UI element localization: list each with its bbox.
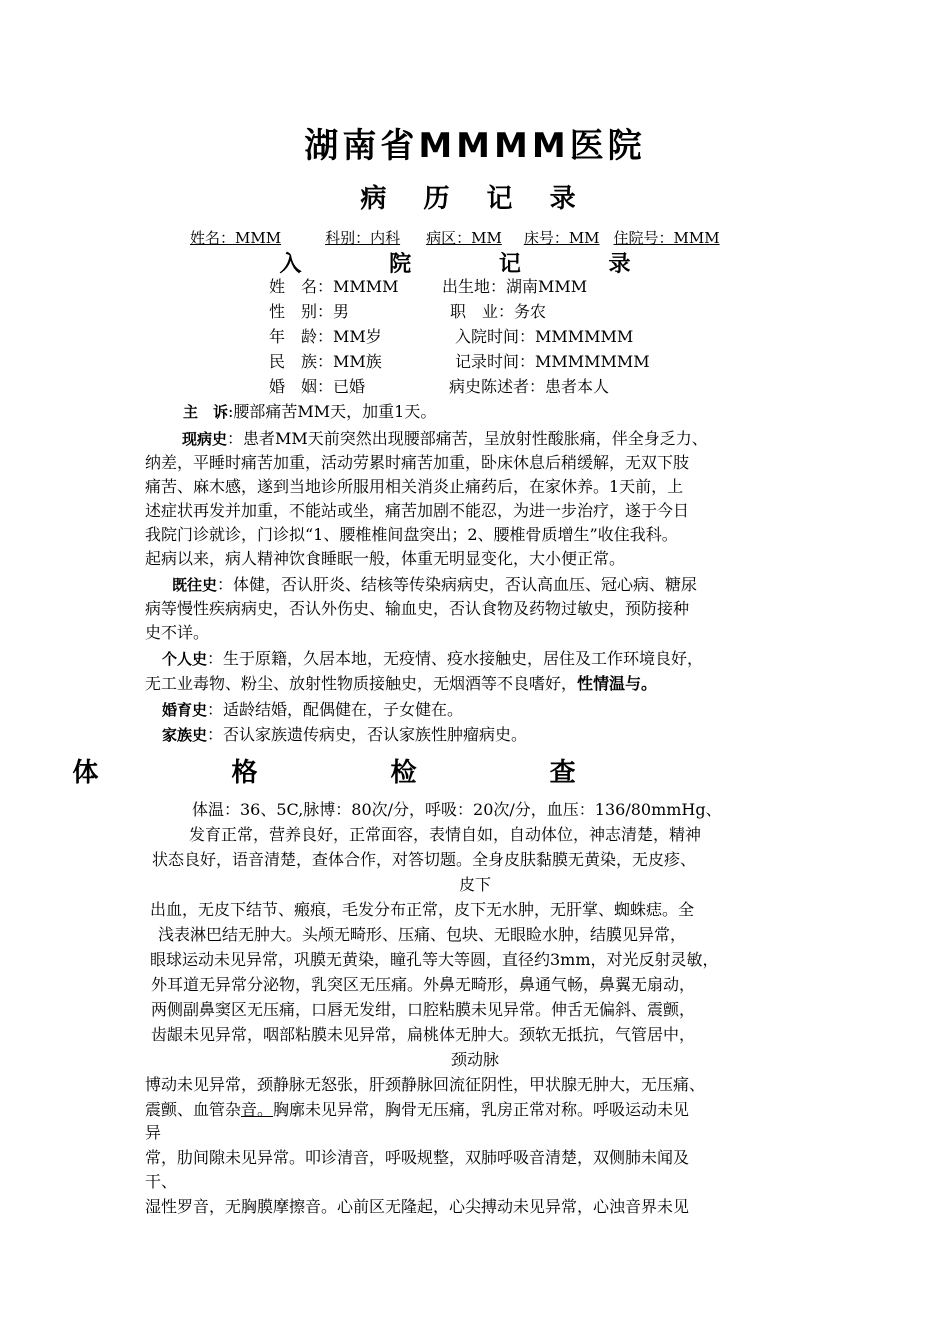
info-name: 姓名：MMM bbox=[190, 229, 282, 247]
past-text: ：体健，否认肝炎、结核等传染病病史，否认高血压、冠心病、糖尿 bbox=[217, 575, 698, 594]
exam-line: 皮下 bbox=[458, 875, 491, 894]
present-illness-line: 纳差，平睡时痛苦加重，活动劳累时痛苦加重，卧床休息后稍缓解，无双下肢 bbox=[145, 453, 690, 472]
field-name: 姓 名：MMMM bbox=[269, 277, 399, 296]
field-admit-time: 入院时间：MMMMMM bbox=[455, 327, 634, 346]
exam-line: 干、 bbox=[145, 1172, 178, 1191]
record-title: 病 历 记 录 bbox=[360, 184, 590, 214]
chief-label: 主 诉 bbox=[183, 403, 229, 421]
personal-history-line-2 bbox=[145, 673, 657, 695]
info-bed: 床号：MM bbox=[523, 229, 600, 247]
exam-line bbox=[145, 1099, 689, 1121]
field-birthplace: 出生地：湖南MMM bbox=[442, 277, 588, 296]
exam-line: 常，肋间隙未见异常。叩诊清音，呼吸规整，双肺呼吸音清楚，双侧肺未闻及 bbox=[145, 1148, 690, 1167]
marital-label: 婚育史 bbox=[162, 701, 208, 719]
personal-text: 无工业毒物、粉尘、放射性物质接触史，无烟酒等不良嗜好， bbox=[145, 674, 578, 693]
present-illness-line: 述症状再发并加重，不能站或坐，痛苦加剧不能忍，为进一步治疗，遂于今日 bbox=[145, 501, 690, 520]
past-history-line: 病等慢性疾病病史，否认外伤史、输血史，否认食物及药物过敏史，预防接种 bbox=[145, 599, 690, 618]
present-label: 现病史 bbox=[182, 430, 228, 448]
info-dept: 科别：内科 bbox=[325, 229, 401, 247]
field-ethnicity: 民 族：MM族 bbox=[269, 352, 382, 371]
personal-text: ：生于原籍，久居本地，无疫情、疫水接触史，居住及工作环境良好， bbox=[207, 649, 704, 668]
past-history-line-1 bbox=[172, 574, 697, 596]
exam-line: 眼球运动未见异常，巩膜无黄染，瞳孔等大等圆，直径约3mm，对光反射灵敏， bbox=[150, 950, 719, 969]
exam-line: 异 bbox=[145, 1123, 162, 1142]
exam-text: 震颤、血管杂 bbox=[145, 1100, 242, 1119]
exam-line: 齿龈未见异常，咽部粘膜未见异常，扁桃体无肿大。颈软无抵抗，气管居中， bbox=[151, 1025, 696, 1044]
marital-text: ：适龄结婚，配偶健在，子女健在。 bbox=[207, 700, 464, 719]
marital-history bbox=[162, 699, 463, 721]
past-label: 既往史 bbox=[172, 576, 218, 594]
exam-line: 发育正常，营养良好，正常面容，表情自如，自动体位，神志清楚，精神 bbox=[189, 825, 702, 844]
present-illness-line-1 bbox=[182, 428, 708, 450]
past-history-line: 史不详。 bbox=[145, 623, 210, 642]
exam-line: 出血，无皮下结节、瘢痕，毛发分布正常，皮下无水肿，无肝掌、蜘蛛痣。全 bbox=[150, 900, 695, 919]
family-label: 家族史 bbox=[162, 726, 208, 744]
exam-line: 颈动脉 bbox=[450, 1050, 499, 1069]
field-occupation: 职 业：务农 bbox=[450, 302, 547, 321]
exam-text: 胸廓未见异常，胸骨无压痛，乳房正常对称。呼吸运动未见 bbox=[273, 1100, 690, 1119]
exam-line: 体温：36、5C,脉博：80次/分，呼吸：20次/分，血压：136/80mmHg、 bbox=[192, 800, 722, 819]
exam-line: 浅表淋巴结无肿大。头颅无畸形、压痛、包块、无眼睑水肿，结膜见异常， bbox=[158, 925, 687, 944]
chief-complaint bbox=[183, 401, 436, 423]
present-illness-line: 我院门诊就诊，门诊拟“1、腰椎椎间盘突出；2、腰椎骨质增生”收住我科。 bbox=[145, 525, 678, 544]
field-narrator: 病史陈述者：患者本人 bbox=[449, 377, 610, 396]
personal-history-line-1 bbox=[162, 648, 703, 670]
exam-text-underlined: 音。 bbox=[241, 1100, 274, 1119]
exam-line: 状态良好，语音清楚，查体合作，对答切题。全身皮肤黏膜无黄染，无皮疹、 bbox=[152, 850, 697, 869]
personal-text-bold: 性情温与。 bbox=[577, 674, 658, 693]
exam-line: 外耳道无异常分泌物，乳突区无压痛。外鼻无畸形，鼻通气畅，鼻翼无扇动， bbox=[151, 975, 696, 994]
exam-title: 体 格 检 查 bbox=[72, 758, 638, 788]
admission-title: 入 院 记 录 bbox=[279, 251, 671, 277]
exam-line: 湿性罗音，无胸膜摩擦音。心前区无隆起，心尖搏动未见异常，心浊音界未见 bbox=[145, 1197, 690, 1216]
info-ward: 病区：MM bbox=[426, 229, 502, 247]
chief-text: :腰部痛苦MM天，加重1天。 bbox=[228, 402, 437, 421]
family-history bbox=[162, 724, 527, 746]
present-illness-line: 起病以来，病人精神饮食睡眠一般，体重无明显变化，大小便正常。 bbox=[145, 549, 626, 568]
field-marital: 婚 姻：已婚 bbox=[269, 377, 366, 396]
present-illness-line: 痛苦、麻木感，遂到当地诊所服用相关消炎止痛药后，在家休养。1天前，上 bbox=[145, 477, 684, 496]
family-text: ：否认家族遗传病史，否认家族性肿瘤病史。 bbox=[207, 725, 528, 744]
field-sex: 性 别：男 bbox=[269, 302, 350, 321]
patient-info-line bbox=[190, 227, 720, 249]
present-text: ：患者MM天前突然出现腰部痛苦，呈放射性酸胀痛，伴全身乏力、 bbox=[227, 429, 708, 448]
info-inpatient-no: 住院号：MMM bbox=[613, 229, 720, 247]
exam-line: 两侧副鼻窦区无压痛，口唇无发绀，口腔粘膜未见异常。伸舌无偏斜、震颤， bbox=[151, 1000, 696, 1019]
field-record-time: 记录时间：MMMMMMM bbox=[455, 352, 650, 371]
field-age: 年 龄：MM岁 bbox=[269, 327, 382, 346]
exam-line: 博动未见异常，颈静脉无怒张，肝颈静脉回流征阴性，甲状腺无肿大，无压痛、 bbox=[145, 1075, 706, 1094]
hospital-title: 湖南省MMMM医院 bbox=[304, 126, 646, 166]
personal-label: 个人史 bbox=[162, 650, 208, 668]
